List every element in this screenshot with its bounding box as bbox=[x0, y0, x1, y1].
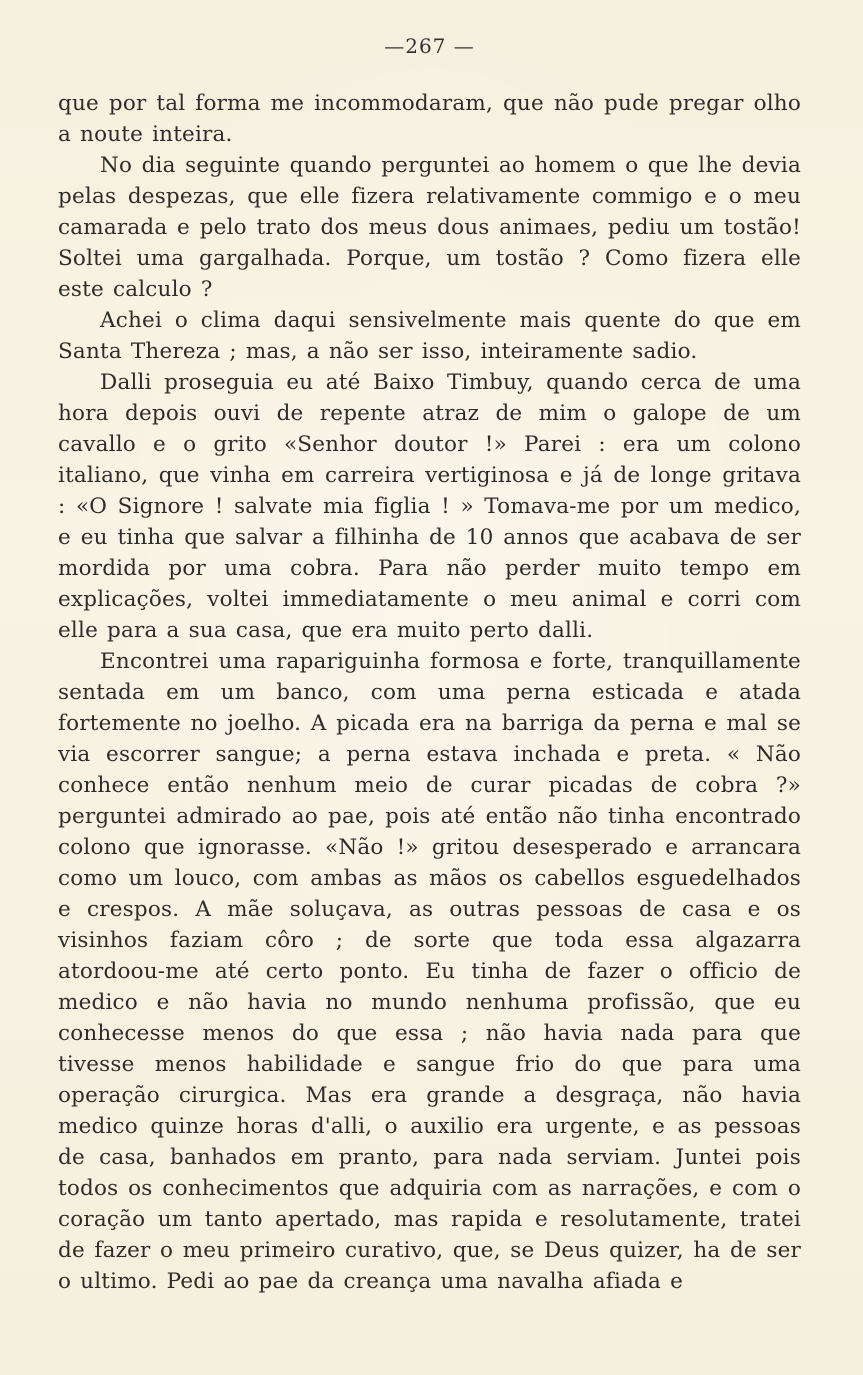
paragraph: No dia seguinte quando perguntei ao homem o que lhe devia pelas despezas, que elle fizera relativamente commigo e o meu camarada e pelo trato dos meus dous animaes, pediu um tostão! Soltei uma gargalhada. Porque, um tostão ? Como fizera elle este calculo ? bbox=[58, 153, 801, 302]
paragraph: que por tal forma me incommodaram, que não pude pregar olho a noute inteira. bbox=[58, 91, 801, 147]
paragraph: Achei o clima daqui sensivelmente mais quente do que em Santa Thereza ; mas, a não ser isso, inteiramente sadio. bbox=[58, 308, 801, 364]
paragraph: Encontrei uma rapariguinha formosa e forte, tranquillamente sentada em um banco, com uma perna esticada e atada fortemente no joelho. A picada era na barriga da perna e mal se via escorrer sangue; a perna estava inchada e preta. « Não conhece então nenhum meio de curar picadas de cobra ?» perguntei admirado ao pae, pois até então não tinha encontrado colono que ignorasse. «Não !» gritou desesperado e arrancara como um louco, com ambas as mãos os cabellos esguedelhados e crespos. A mãe soluçava, as outras pessoas de casa e os visinhos faziam côro ; de sorte que toda essa algazarra atordoou-me até certo ponto. Eu tinha de fazer o officio de medico e não havia no mundo nenhuma profissão, que eu conhecesse menos do que essa ; não havia nada para que tivesse menos habilidade e sangue frio do que para uma operação cirurgica. Mas era grande a desgraça, não havia medico quinze horas d'alli, o auxilio era urgente, e as pessoas de casa, banhados em pranto, para nada serviam. Juntei pois todos os conhecimentos que adquiria com as narrações, e com o coração um tanto apertado, mas rapida e resolutamente, tratei de fazer o meu primeiro curativo, que, se Deus quizer, ha de ser o ultimo. Pedi ao pae da creança uma navalha afiada e bbox=[58, 649, 801, 1294]
page-text bbox=[58, 88, 801, 1297]
paragraph: Dalli proseguia eu até Baixo Timbuy, quando cerca de uma hora depois ouvi de repente atraz de mim o galope de um cavallo e o grito «Senhor doutor !» Parei : era um colono italiano, que vinha em carreira vertiginosa e já de longe gritava : «O Signore ! salvate mia figlia ! » Tomava-me por um medico, e eu tinha que salvar a filhinha de 10 annos que acabava de ser mordida por uma cobra. Para não perder muito tempo em explicações, voltei immediatamente o meu animal e corri com elle para a sua casa, que era muito perto dalli. bbox=[58, 370, 801, 643]
page-number: —267 — bbox=[384, 34, 475, 58]
